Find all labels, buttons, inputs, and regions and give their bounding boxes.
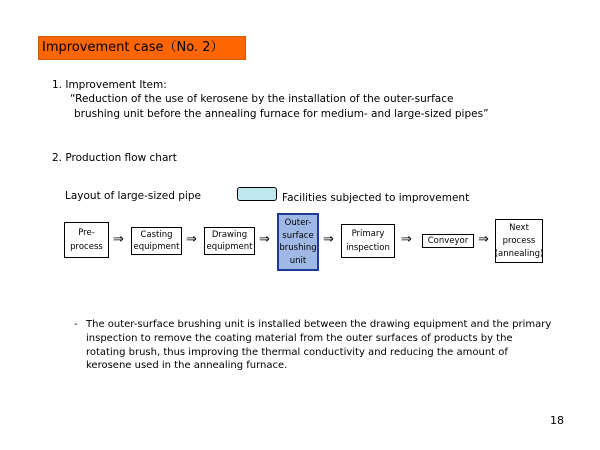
- improvement-item-heading: 1. Improvement Item:: [52, 79, 167, 91]
- next-process-box: [495, 219, 543, 263]
- explanation-note: [74, 318, 554, 373]
- box-text: Outer-: [284, 217, 312, 228]
- box-text: Conveyor: [427, 236, 469, 246]
- flow-arrow-icon: ⇒: [323, 232, 334, 247]
- flow-arrow-icon: ⇒: [401, 232, 412, 247]
- primary-inspection-box: [341, 224, 395, 258]
- box-text: process: [70, 242, 103, 253]
- box-text: Pre-: [78, 227, 95, 238]
- box-text: equipment: [206, 242, 253, 252]
- improvement-item-line-2: brushing unit before the annealing furnace for medium- and large-sized pipes”: [74, 108, 489, 120]
- explanation-text: The outer-surface brushing unit is installed between the drawing equipment and the primary inspection to remove the coating material from the outer surfaces of products by the rotating brush, thus improving the thermal conductivity and reducing the amount of kerosene used in the annealing furnace.: [86, 319, 552, 372]
- slide-title: Improvement case（No. 2）: [38, 36, 246, 60]
- flow-arrow-icon: ⇒: [478, 232, 489, 247]
- box-text: brushing: [279, 243, 317, 254]
- box-text: inspection: [346, 243, 390, 253]
- flow-arrow-icon: ⇒: [113, 232, 124, 247]
- flow-arrow-icon: ⇒: [259, 232, 270, 247]
- pre-process-box: [64, 222, 109, 258]
- drawing-equipment-box: [204, 227, 255, 255]
- box-text: Next: [509, 223, 529, 233]
- box-text: surface: [282, 230, 314, 241]
- box-text: Drawing: [211, 230, 248, 240]
- conveyor-box: [422, 234, 474, 248]
- box-text: (annealing): [494, 249, 544, 259]
- box-text: Casting: [140, 230, 173, 240]
- page-number: 18: [550, 414, 564, 427]
- bullet-dash: -: [74, 319, 78, 330]
- box-text: unit: [289, 256, 307, 267]
- box-text: equipment: [133, 242, 180, 252]
- box-text: Primary: [351, 229, 385, 239]
- improvement-item-line-1: “Reduction of the use of kerosene by the installation of the outer-surface: [70, 93, 454, 105]
- outer-surface-brushing-unit-box: [277, 213, 319, 271]
- box-text: process: [502, 236, 536, 246]
- layout-label: Layout of large-sized pipe: [65, 190, 201, 202]
- flow-chart-heading: 2. Production flow chart: [52, 152, 177, 164]
- legend-swatch: [237, 187, 277, 201]
- flow-arrow-icon: ⇒: [186, 232, 197, 247]
- casting-equipment-box: [131, 227, 182, 255]
- legend-label: Facilities subjected to improvement: [282, 192, 470, 204]
